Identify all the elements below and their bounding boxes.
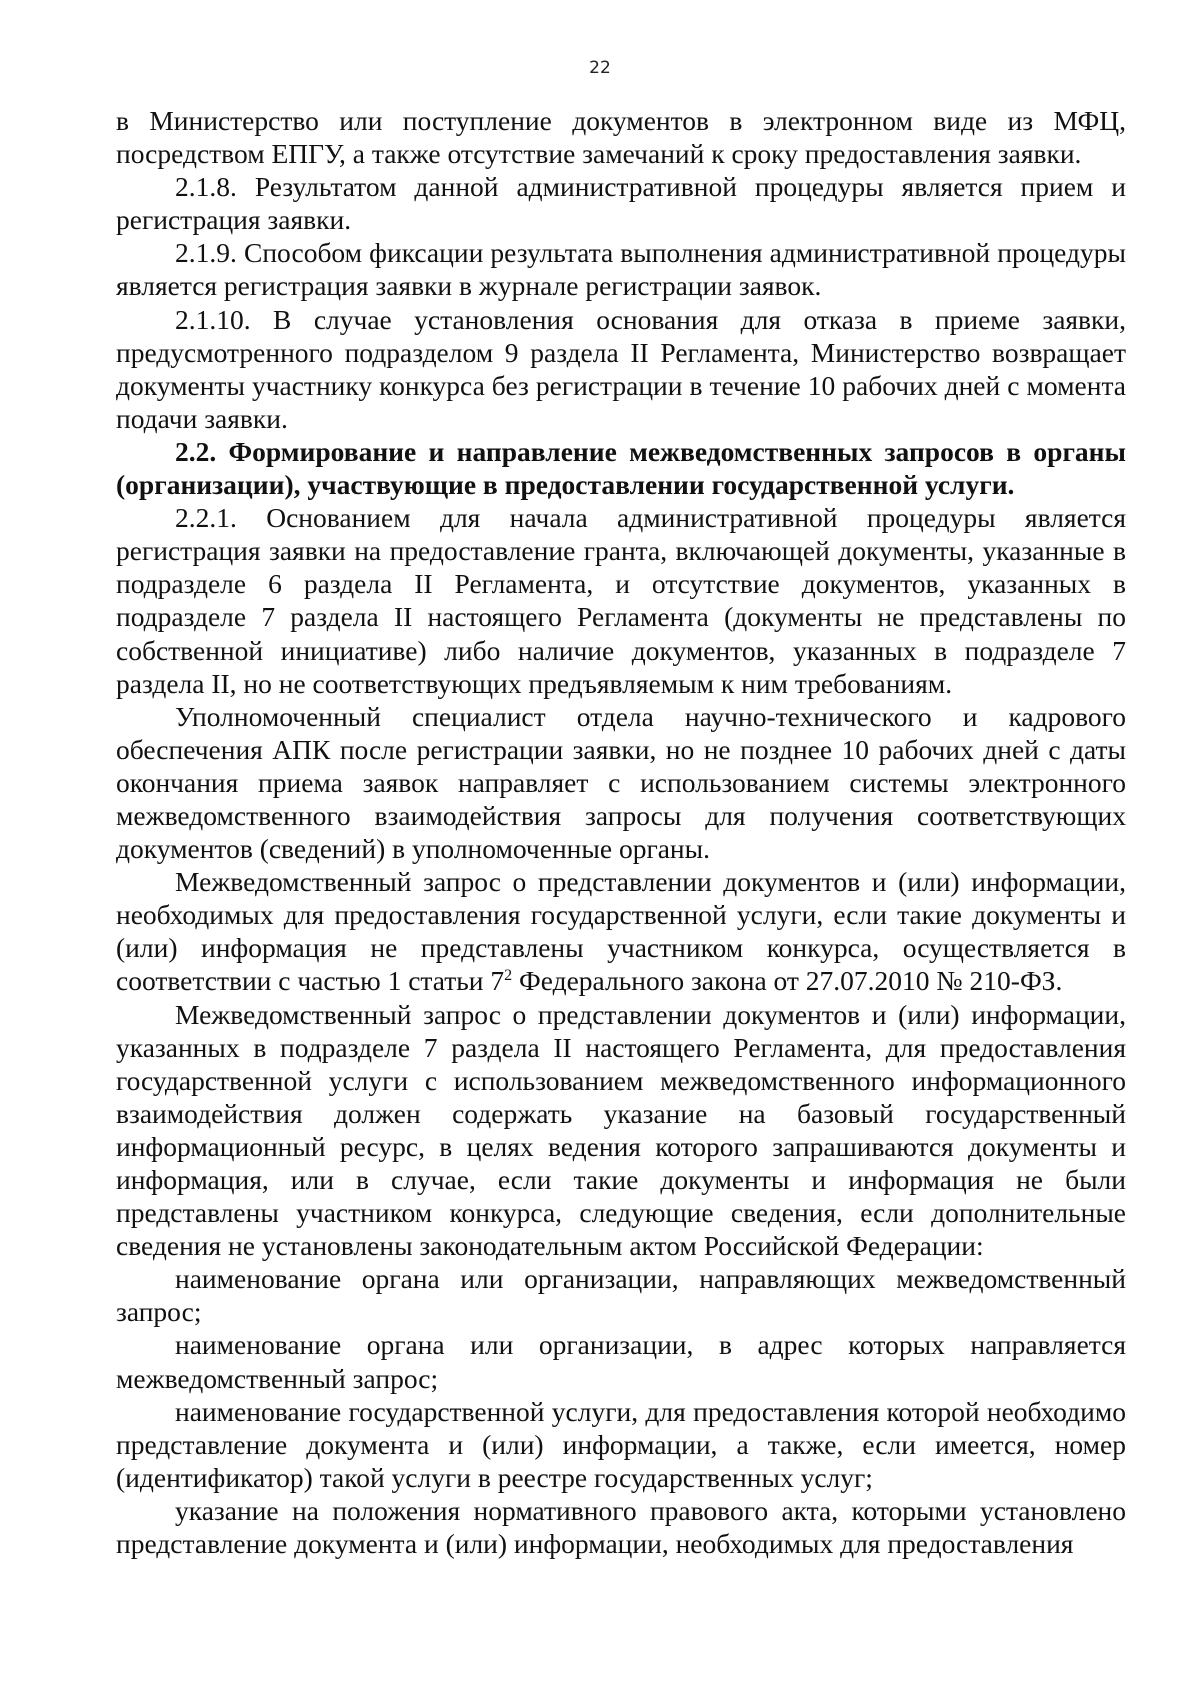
paragraph-2-1-8: 2.1.8. Результатом данной административной процедуры является прием и регистрация заявки. bbox=[116, 171, 1126, 236]
paragraph-request-content: Межведомственный запрос о представлении документов и (или) информации, указанных в подразделе 7 раздела II настоящего Регламента, для предоставления государственной услуги с использованием межведомственного информационного взаимодействия должен содержать указание на базовый государственный информационный ресурс, в целях ведения которого запрашиваются документы и информация, или в случае, если такие документы и информация не были представлены участником конкурса, следующие сведения, если дополнительные сведения не установлены законодательным актом Российской Федерации: bbox=[116, 998, 1126, 1262]
paragraph-2-1-10: 2.1.10. В случае установления основания для отказа в приеме заявки, предусмотренного подразделом 9 раздела II Регламента, Министерство возвращает документы участнику конкурса без регистрации в течение 10 рабочих дней с момента подачи заявки. bbox=[116, 303, 1126, 434]
paragraph-text: Межведомственный запрос о представлении документов и (или) информации, необходимых для предоставления государственной услуги, если такие документы и (или) информация не представлены участником конкурса, осуществляется в соответствии с частью 1 статьи 7 bbox=[116, 866, 1126, 997]
list-item-sender: наименование органа или организации, направляющих межведомственный запрос; bbox=[116, 1263, 1126, 1328]
paragraph-interagency-request bbox=[116, 865, 1126, 997]
superscript: 2 bbox=[504, 967, 513, 985]
paragraph-text: Федерального закона от 27.07.2010 № 210-ФЗ. bbox=[512, 965, 1063, 997]
paragraph-2-2-1: 2.2.1. Основанием для начала административной процедуры является регистрация заявки на предоставление гранта, включающей документы, указанные в подразделе 6 раздела II Регламента, и отсутствие документов, указанных в подразделе 7 раздела II настоящего Регламента (документы не представлены по собственной инициативе) либо наличие документов, указанных в подразделе 7 раздела II, но не соответствующих предъявляемым к ним требованиям. bbox=[116, 502, 1126, 699]
paragraph-specialist: Уполномоченный специалист отдела научно-технического и кадрового обеспечения АПК после регистрации заявки, но не позднее 10 рабочих дней с даты окончания приема заявок направляет с использованием системы электронного межведомственного взаимодействия запросы для получения соответствующих документов (сведений) в уполномоченные органы. bbox=[116, 700, 1126, 865]
list-item-recipient: наименование органа или организации, в адрес которых направляется межведомственный запрос; bbox=[116, 1329, 1126, 1394]
paragraph-2-1-9: 2.1.9. Способом фиксации результата выполнения административной процедуры является регистрация заявки в журнале регистрации заявок. bbox=[116, 237, 1126, 302]
section-heading-2-2: 2.2. Формирование и направление межведомственных запросов в органы (организации), участвующие в предоставлении государственной услуги. bbox=[116, 435, 1126, 501]
paragraph-continuation: в Министерство или поступление документов в электронном виде из МФЦ, посредством ЕПГУ, а также отсутствие замечаний к сроку предоставления заявки. bbox=[116, 105, 1126, 170]
list-item-legal-act: указание на положения нормативного правового акта, которыми установлено представление документа и (или) информации, необходимых для предоставления bbox=[116, 1494, 1126, 1560]
list-item-service: наименование государственной услуги, для предоставления которой необходимо представление документа и (или) информации, а также, если имеется, номер (идентификатор) такой услуги в реестре государственных услуг; bbox=[116, 1395, 1126, 1493]
document-body bbox=[116, 104, 1126, 1560]
page-number: 22 bbox=[589, 58, 611, 78]
